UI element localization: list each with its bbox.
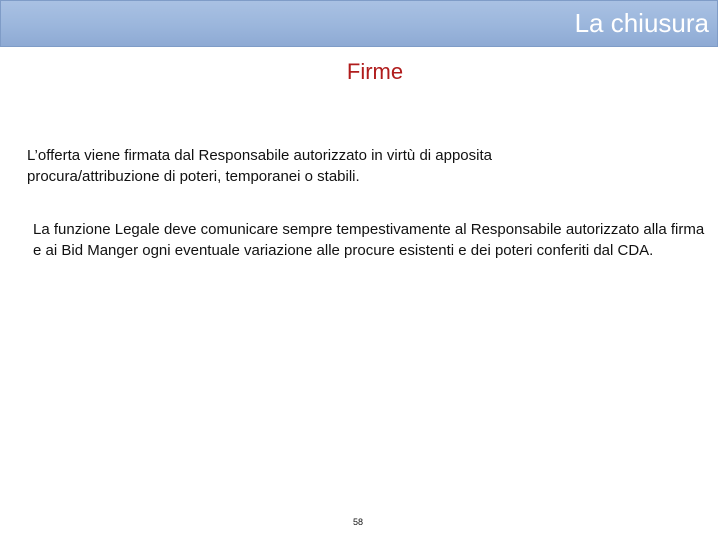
body-paragraph-1: L’offerta viene firmata dal Responsabile autorizzato in virtù di apposita procura/attribuzione di poteri, temporanei o stabili.	[27, 147, 492, 185]
page-number: 58	[353, 517, 364, 527]
header-bar	[0, 0, 718, 47]
slide-header-title: La chiusura	[574, 8, 709, 38]
section-title: Firme	[346, 59, 404, 84]
body-paragraph-2: La funzione Legale deve comunicare sempre tempestivamente al Responsabile autorizzato alla firma e ai Bid Manger ogni eventuale variazione alle procure esistenti e dei poteri conferiti dal CDA.	[33, 221, 705, 259]
